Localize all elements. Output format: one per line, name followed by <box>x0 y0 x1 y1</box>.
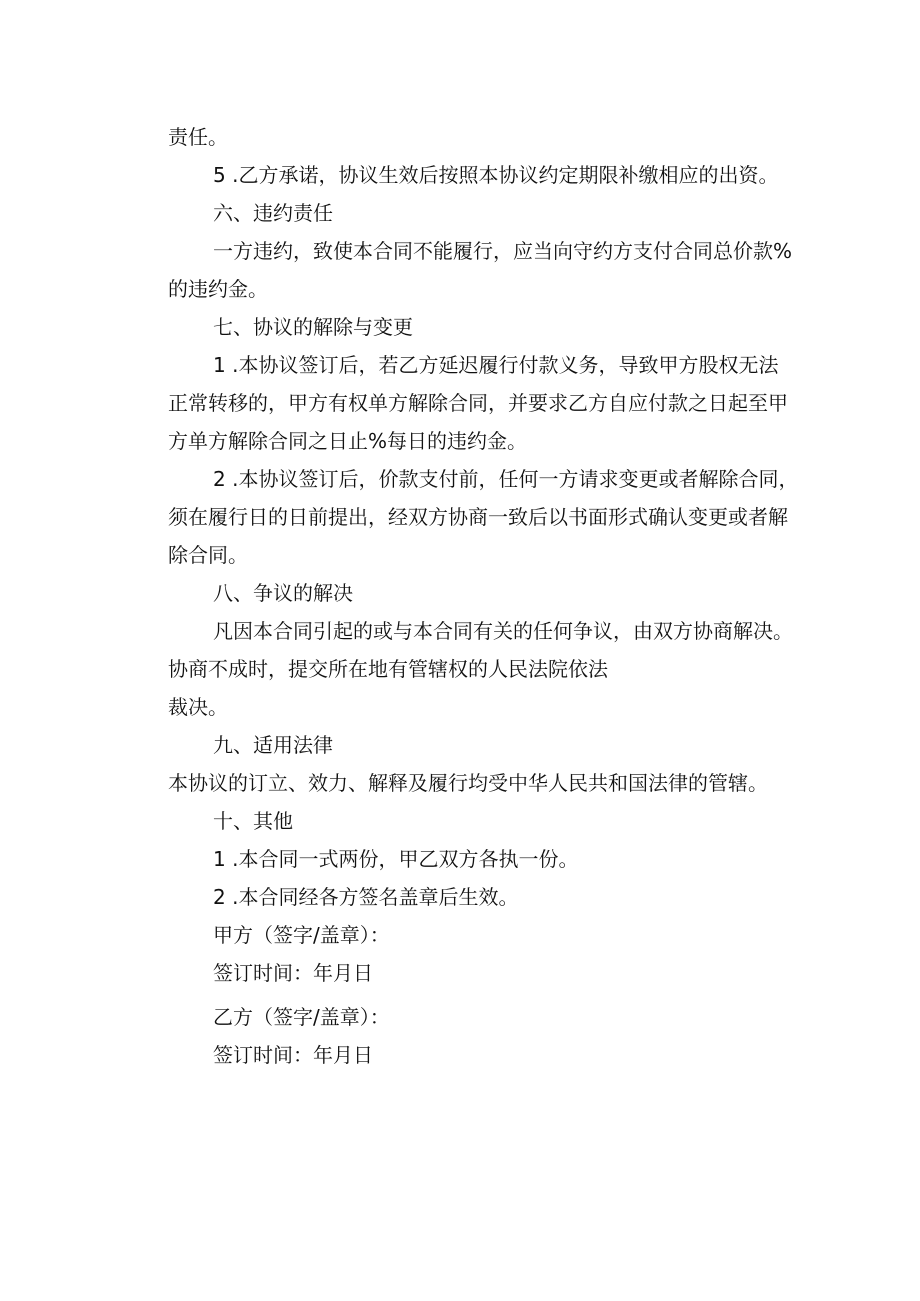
text-line: 方单方解除合同之日止%每日的违约金。 <box>168 429 528 453</box>
text-line: 须在履行日的日前提出，经双方协商一致后以书面形式确认变更或者解 <box>168 505 788 529</box>
section-heading: 九、适用法律 <box>213 733 333 757</box>
text-line: 正常转移的，甲方有权单方解除合同，并要求乙方自应付款之日起至甲 <box>168 391 788 415</box>
text-line: 协商不成时，提交所在地有管辖权的人民法院依法 <box>168 657 608 681</box>
text-line: 本协议的订立、效力、解释及履行均受中华人民共和国法律的管辖。 <box>168 771 768 795</box>
text-line: 2 .本合同经各方签名盖章后生效。 <box>213 885 519 909</box>
section-heading: 七、协议的解除与变更 <box>213 315 413 339</box>
section-heading: 十、其他 <box>213 809 293 833</box>
text-line: 的违约金。 <box>168 277 268 301</box>
text-line: 除合同。 <box>168 543 248 567</box>
text-line: 1 .本协议签订后，若乙方延迟履行付款义务，导致甲方股权无法 <box>213 353 779 377</box>
signature-label-party-b: 乙方（签字/盖章）： <box>213 1005 390 1029</box>
text-line: 凡因本合同引起的或与本合同有关的任何争议，由双方协商解决。 <box>213 619 793 643</box>
text-line: 1 .本合同一式两份，甲乙双方各执一份。 <box>213 847 579 871</box>
signing-date-party-b: 签订时间：年月日 <box>213 1043 373 1067</box>
section-heading: 八、争议的解决 <box>213 581 353 605</box>
text-line: 裁决。 <box>168 695 228 719</box>
text-line: 一方违约，致使本合同不能履行，应当向守约方支付合同总价款% <box>213 239 793 263</box>
text-line: 5 .乙方承诺，协议生效后按照本协议约定期限补缴相应的出资。 <box>213 163 779 187</box>
text-line: 责任。 <box>168 125 228 149</box>
signing-date-party-a: 签订时间：年月日 <box>213 961 373 985</box>
signature-label-party-a: 甲方（签字/盖章）： <box>213 923 390 947</box>
text-line: 2 .本协议签订后，价款支付前，任何一方请求变更或者解除合同， <box>213 467 799 491</box>
section-heading: 六、违约责任 <box>213 201 333 225</box>
